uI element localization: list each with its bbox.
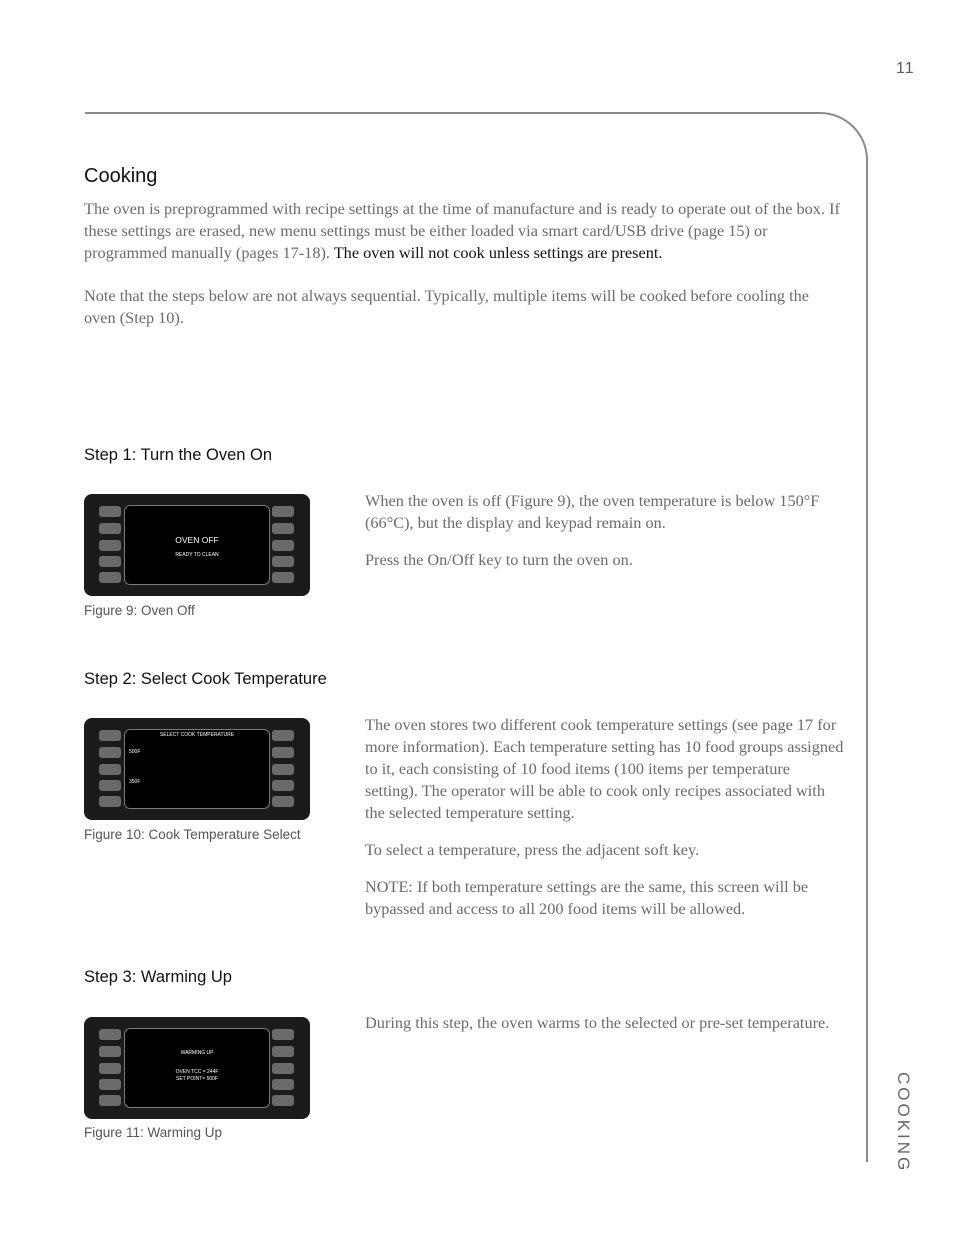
section-title: Cooking [84, 165, 158, 187]
figure-11-caption: Figure 11: Warming Up [84, 1125, 223, 1140]
step-1-text [365, 490, 845, 571]
note-paragraph: Note that the steps below are not always sequential. Typically, multiple items will be cooked before cooling the oven (Step 10). [84, 286, 809, 327]
display-oven-temp: OVEN TCC = 244F [175, 1069, 219, 1075]
display-screen [124, 729, 270, 809]
side-tab-label: COOKING [894, 1072, 913, 1174]
step-2-paragraph-1: The oven stores two different cook temperature settings (see page 17 for more information). Each temperature setting has 10 food groups assigned to it, each consisting of 10 food items (100 items per temperature setting). The operator will be able to cook only recipes associated with the selected temperature setting. [365, 715, 844, 822]
soft-key-right-3[interactable] [272, 1063, 294, 1074]
soft-key-left-1[interactable] [99, 730, 121, 741]
soft-key-left-5[interactable] [99, 1095, 121, 1106]
soft-key-left-5[interactable] [99, 796, 121, 807]
display-status: WARMING UP [180, 1050, 214, 1056]
display-set-point: SET POINT= 500F [175, 1076, 218, 1082]
oven-display-panel-fig10 [84, 718, 310, 820]
soft-key-right-2[interactable] [272, 1046, 294, 1057]
soft-key-right-3[interactable] [272, 764, 294, 775]
soft-key-right-3[interactable] [272, 540, 294, 551]
oven-display-panel-fig11 [84, 1017, 310, 1119]
soft-key-right-1[interactable] [272, 1029, 294, 1040]
step-2-paragraph-2: To select a temperature, press the adjacent soft key. [365, 840, 700, 859]
soft-key-right-1[interactable] [272, 506, 294, 517]
step-2-paragraph-3: NOTE: If both temperature settings are the same, this screen will be bypassed and access to all 200 food items will be allowed. [365, 877, 809, 918]
intro-paragraph [84, 198, 844, 264]
display-option-500f[interactable]: 500F [129, 749, 141, 755]
soft-key-right-1[interactable] [272, 730, 294, 741]
soft-key-right-5[interactable] [272, 1095, 294, 1106]
figure-10-caption: Figure 10: Cook Temperature Select [84, 827, 301, 842]
display-substatus: READY TO CLEAN [175, 552, 219, 558]
soft-key-right-5[interactable] [272, 572, 294, 583]
soft-key-left-2[interactable] [99, 747, 121, 758]
step-2-text [365, 714, 845, 920]
soft-key-left-4[interactable] [99, 1079, 121, 1090]
intro-emphasis: The oven will not cook unless settings are present. [333, 243, 663, 262]
intro-text: The oven is preprogrammed with recipe settings at the time of manufacture and is ready to operate out of the box. If these settings are erased, new menu settings must be either loaded via smart card/USB drive (page 15) or programmed manually (pages 17-18). [84, 199, 840, 262]
soft-key-left-3[interactable] [99, 1063, 121, 1074]
step-3-text [365, 1012, 850, 1034]
soft-key-left-3[interactable] [99, 540, 121, 551]
soft-key-left-4[interactable] [99, 780, 121, 791]
figure-9-caption: Figure 9: Oven Off [84, 603, 195, 618]
step-1-heading: Step 1: Turn the Oven On [84, 446, 273, 464]
soft-key-right-2[interactable] [272, 747, 294, 758]
display-status: OVEN OFF [175, 535, 219, 545]
display-option-350f[interactable]: 350F [129, 779, 141, 785]
side-tab [893, 1072, 917, 1174]
display-screen [124, 1028, 270, 1108]
step-1-paragraph-1: When the oven is off (Figure 9), the oven temperature is below 150°F (66°C), but the display and keypad remain on. [365, 491, 820, 532]
page-number: 11 [896, 60, 915, 77]
soft-key-right-5[interactable] [272, 796, 294, 807]
display-title: SELECT COOK TEMPERATURE [159, 732, 235, 738]
soft-key-left-1[interactable] [99, 506, 121, 517]
page-frame [85, 112, 868, 1162]
step-2-heading: Step 2: Select Cook Temperature [84, 670, 327, 688]
soft-key-right-4[interactable] [272, 556, 294, 567]
soft-key-right-2[interactable] [272, 523, 294, 534]
step-3-paragraph-1: During this step, the oven warms to the selected or pre-set temperature. [365, 1013, 830, 1032]
soft-key-left-2[interactable] [99, 523, 121, 534]
display-screen [124, 505, 270, 585]
soft-key-left-2[interactable] [99, 1046, 121, 1057]
step-1-paragraph-2: Press the On/Off key to turn the oven on. [365, 550, 633, 569]
soft-key-left-5[interactable] [99, 572, 121, 583]
soft-key-right-4[interactable] [272, 780, 294, 791]
soft-key-left-3[interactable] [99, 764, 121, 775]
soft-key-left-4[interactable] [99, 556, 121, 567]
soft-key-left-1[interactable] [99, 1029, 121, 1040]
step-3-heading: Step 3: Warming Up [84, 968, 232, 986]
soft-key-right-4[interactable] [272, 1079, 294, 1090]
oven-display-panel-fig9 [84, 494, 310, 596]
